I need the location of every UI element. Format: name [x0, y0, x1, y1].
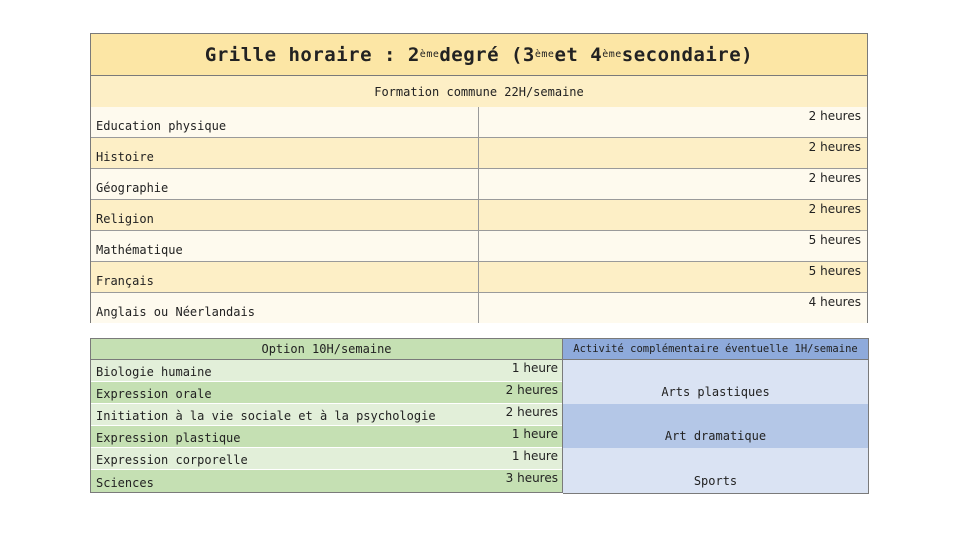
common-header: Formation commune 22H/semaine — [91, 76, 867, 107]
option-name: Initiation à la vie sociale et à la psychologie — [96, 409, 436, 423]
table-row — [91, 262, 867, 293]
course-hours: 5 heures — [808, 233, 861, 247]
option-header: Option 10H/semaine — [91, 339, 562, 360]
option-hours: 1 heure — [511, 449, 558, 463]
course-hours: 2 heures — [808, 140, 861, 154]
title-suffix: secondaire) — [621, 43, 754, 66]
option-hours: 2 heures — [505, 383, 558, 397]
activity-table — [563, 338, 869, 494]
course-hours: 5 heures — [808, 264, 861, 278]
course-name: Anglais ou Néerlandais — [91, 293, 479, 323]
course-hours: 2 heures — [808, 202, 861, 216]
title-sup-2: ème — [534, 49, 555, 60]
table-row — [91, 138, 867, 169]
option-hours: 2 heures — [505, 405, 558, 419]
activity-item: Arts plastiques — [563, 360, 868, 404]
table-row — [91, 404, 562, 426]
table-row — [91, 426, 562, 448]
option-hours: 3 heures — [505, 471, 558, 485]
option-hours: 1 heure — [511, 361, 558, 375]
title-prefix: Grille horaire : 2 — [204, 43, 420, 66]
table-row — [91, 231, 867, 262]
table-row — [91, 360, 562, 382]
course-name: Education physique — [91, 107, 479, 137]
option-name: Expression corporelle — [96, 453, 248, 467]
page-title — [91, 34, 867, 76]
title-sup-3: ème — [602, 49, 622, 60]
activity-item: Sports — [563, 448, 868, 493]
option-name: Expression orale — [96, 387, 212, 401]
course-hours: 4 heures — [808, 295, 861, 309]
table-row — [91, 382, 562, 404]
table-row — [91, 200, 867, 231]
table-row — [91, 293, 867, 323]
option-hours: 1 heure — [511, 427, 558, 441]
activity-header: Activité complémentaire éventuelle 1H/semaine — [563, 339, 868, 360]
common-schedule-table — [90, 33, 868, 323]
course-name: Religion — [91, 200, 479, 230]
course-name: Français — [91, 262, 479, 292]
table-row — [91, 107, 867, 138]
title-sup-1: ème — [419, 49, 440, 60]
option-name: Sciences — [96, 476, 154, 490]
table-row — [91, 169, 867, 200]
option-schedule-table — [90, 338, 563, 493]
activity-item: Art dramatique — [563, 404, 868, 448]
option-name: Expression plastique — [96, 431, 241, 445]
option-name: Biologie humaine — [96, 365, 212, 379]
course-name: Histoire — [91, 138, 479, 168]
table-row — [91, 470, 562, 492]
title-middle: degré (3 — [439, 43, 535, 66]
course-hours: 2 heures — [808, 171, 861, 185]
table-row — [91, 448, 562, 470]
title-middle-2: et 4 — [554, 43, 603, 66]
course-name: Mathématique — [91, 231, 479, 261]
course-hours: 2 heures — [808, 109, 861, 123]
course-name: Géographie — [91, 169, 479, 199]
